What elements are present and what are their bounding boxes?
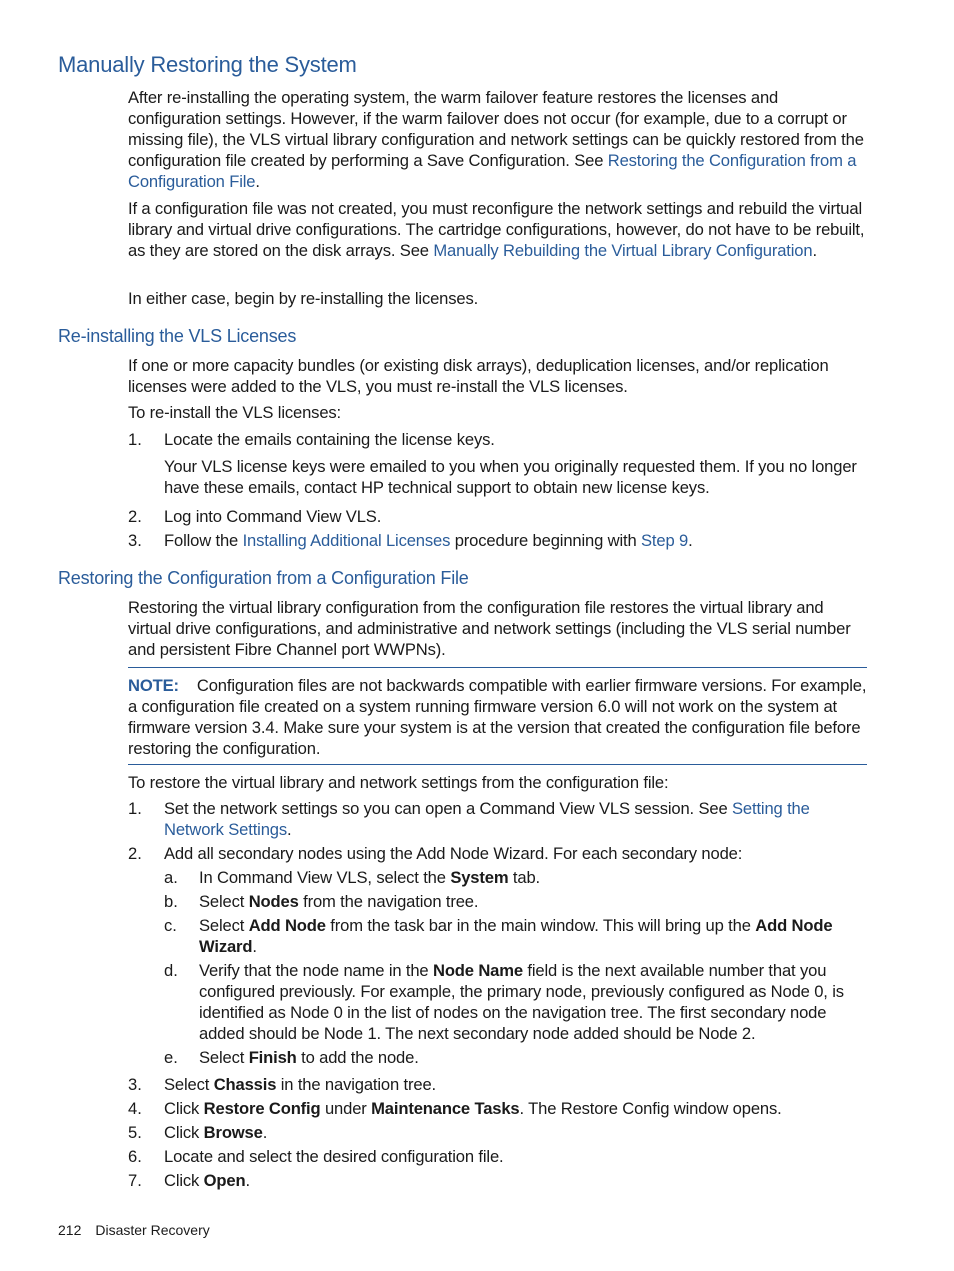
step-number: 1.: [128, 799, 142, 818]
step-number: 3.: [128, 531, 142, 550]
paragraph-intro: [128, 87, 870, 192]
page-number: 212: [58, 1222, 82, 1238]
subsection-title-restore: Restoring the Configuration from a Configuration File: [58, 568, 469, 588]
chapter-title: Disaster Recovery: [95, 1222, 210, 1238]
ui-term: Open: [203, 1171, 246, 1190]
ui-term: Chassis: [213, 1075, 277, 1094]
substep-text: [199, 1047, 870, 1068]
page-footer: [58, 1222, 210, 1238]
step-text: [164, 1098, 870, 1119]
text: under: [320, 1099, 372, 1118]
paragraph-no-config: [128, 198, 870, 261]
step-subtext: Your VLS license keys were emailed to you when you originally requested them. If you no longer have these emails, contact HP technical support to obtain new license keys.: [164, 457, 857, 497]
text: .: [245, 1171, 250, 1190]
substep-letter: a.: [164, 868, 178, 887]
step-number: 7.: [128, 1171, 142, 1190]
text: .: [287, 820, 292, 839]
note-text: Configuration files are not backwards compatible with earlier firmware versions. For example, a configuration file created on a system running firmware version 6.0 will not work on the system at firmware version 3.4. Make sure your system is at the version that created the configuration file before restoring the configuration.: [128, 676, 867, 758]
text: in the navigation tree.: [276, 1075, 436, 1094]
ui-term: Finish: [248, 1048, 297, 1067]
step-number: 1.: [128, 430, 142, 449]
substep-text: [199, 867, 870, 888]
step-number: 2.: [128, 507, 142, 526]
note-rule-bottom: [128, 764, 867, 765]
step-text: [164, 1074, 870, 1095]
ui-term: Node Name: [432, 961, 523, 980]
text: Verify that the node name in the: [199, 961, 433, 980]
ui-term: Restore Config: [203, 1099, 321, 1118]
text: After re-installing the operating system, the warm failover feature restores the licenses and configuration settings. However, if the warm failover does not occur (for example, due to a corrupt or missing file), the VLS virtual library configuration and network settings can be quickly restored from the configuration file created by performing a Save Configuration. See: [128, 88, 864, 170]
ui-term: Add Node Wizard: [199, 916, 833, 956]
text: Select: [199, 916, 249, 935]
paragraph-licenses: If one or more capacity bundles (or existing disk arrays), deduplication licenses, and/or replication licenses were added to the VLS, you must re-install the VLS licenses.: [128, 356, 829, 396]
text: Click: [164, 1171, 204, 1190]
note-box: [128, 675, 870, 759]
text: .: [688, 531, 693, 550]
step-text: Add all secondary nodes using the Add Node Wizard. For each secondary node:: [164, 844, 743, 863]
text: Select: [164, 1075, 214, 1094]
text: to add the node.: [296, 1048, 419, 1067]
text: .: [262, 1123, 268, 1142]
step-text: [164, 798, 870, 840]
ui-term: Nodes: [248, 892, 299, 911]
text: Select: [199, 1048, 249, 1067]
paragraph-to-reinstall: To re-install the VLS licenses:: [128, 403, 342, 422]
link-step-9[interactable]: Step 9: [641, 531, 689, 550]
text: Click: [164, 1099, 204, 1118]
step-number: 3.: [128, 1075, 142, 1094]
text: If a configuration file was not created, you must reconfigure the network settings and rebuild the virtual library and virtual drive configurations. The cartridge configurations, however, do not have to be rebuilt, as they are stored on the disk arrays. See: [128, 199, 865, 260]
substep-letter: d.: [164, 961, 178, 980]
text: .: [255, 172, 260, 191]
substep-letter: e.: [164, 1048, 178, 1067]
ui-term: Add Node: [248, 916, 326, 935]
text: . The Restore Config window opens.: [519, 1099, 782, 1118]
step-number: 4.: [128, 1099, 142, 1118]
substep-text: [199, 915, 870, 957]
text: Click: [164, 1123, 204, 1142]
text: field is the next available number that you configured previously. For example, the primary node, previously configured as Node 0, is identified as Node 0 in the list of nodes on the navigation tree. The first secondary node added should be Node 1. The next secondary node added should be Node 2.: [199, 961, 844, 1043]
link-manually-rebuilding[interactable]: Manually Rebuilding the Virtual Library Configuration: [433, 241, 813, 260]
paragraph-restore: Restoring the virtual library configuration from the configuration file restores the virtual library and virtual drive configurations, and administrative and network settings (including the VLS serial number and persistent Fibre Channel port WWPNs).: [128, 598, 851, 659]
paragraph-either-case: In either case, begin by re-installing the licenses.: [128, 289, 479, 308]
text: In Command View VLS, select the: [199, 868, 451, 887]
text: Select: [199, 892, 249, 911]
text: Set the network settings so you can open a Command View VLS session. See: [164, 799, 733, 818]
text: tab.: [508, 868, 540, 887]
paragraph-to-restore: To restore the virtual library and network settings from the configuration file:: [128, 773, 669, 792]
substep-text: [199, 960, 870, 1044]
step-text: Log into Command View VLS.: [164, 507, 382, 526]
text: Follow the: [164, 531, 243, 550]
ui-term: Maintenance Tasks: [371, 1099, 520, 1118]
ui-term: System: [450, 868, 509, 887]
text: from the task bar in the main window. This will bring up the: [325, 916, 756, 935]
step-text: Locate the emails containing the license keys.: [164, 430, 495, 449]
note-rule-top: [128, 667, 867, 668]
link-installing-licenses[interactable]: Installing Additional Licenses: [242, 531, 451, 550]
text: .: [252, 937, 257, 956]
note-label: NOTE:: [128, 676, 179, 695]
substep-letter: c.: [164, 916, 177, 935]
ui-term: Browse: [203, 1123, 263, 1142]
substep-text: [199, 891, 870, 912]
link-network-settings[interactable]: Setting the Network Settings: [164, 799, 810, 839]
step-text: [164, 1122, 870, 1143]
step-number: 6.: [128, 1147, 142, 1166]
subsection-title-licenses: Re-installing the VLS Licenses: [58, 326, 297, 346]
link-restoring-config[interactable]: Restoring the Configuration from a Configuration File: [128, 151, 857, 191]
step-number: 5.: [128, 1123, 142, 1142]
step-text: [164, 1170, 870, 1191]
text: from the navigation tree.: [298, 892, 479, 911]
step-text: Locate and select the desired configuration file.: [164, 1147, 504, 1166]
substep-letter: b.: [164, 892, 178, 911]
section-title: Manually Restoring the System: [58, 52, 357, 77]
text: .: [812, 241, 817, 260]
text: procedure beginning with: [450, 531, 642, 550]
step-text: [164, 530, 870, 551]
step-number: 2.: [128, 844, 142, 863]
